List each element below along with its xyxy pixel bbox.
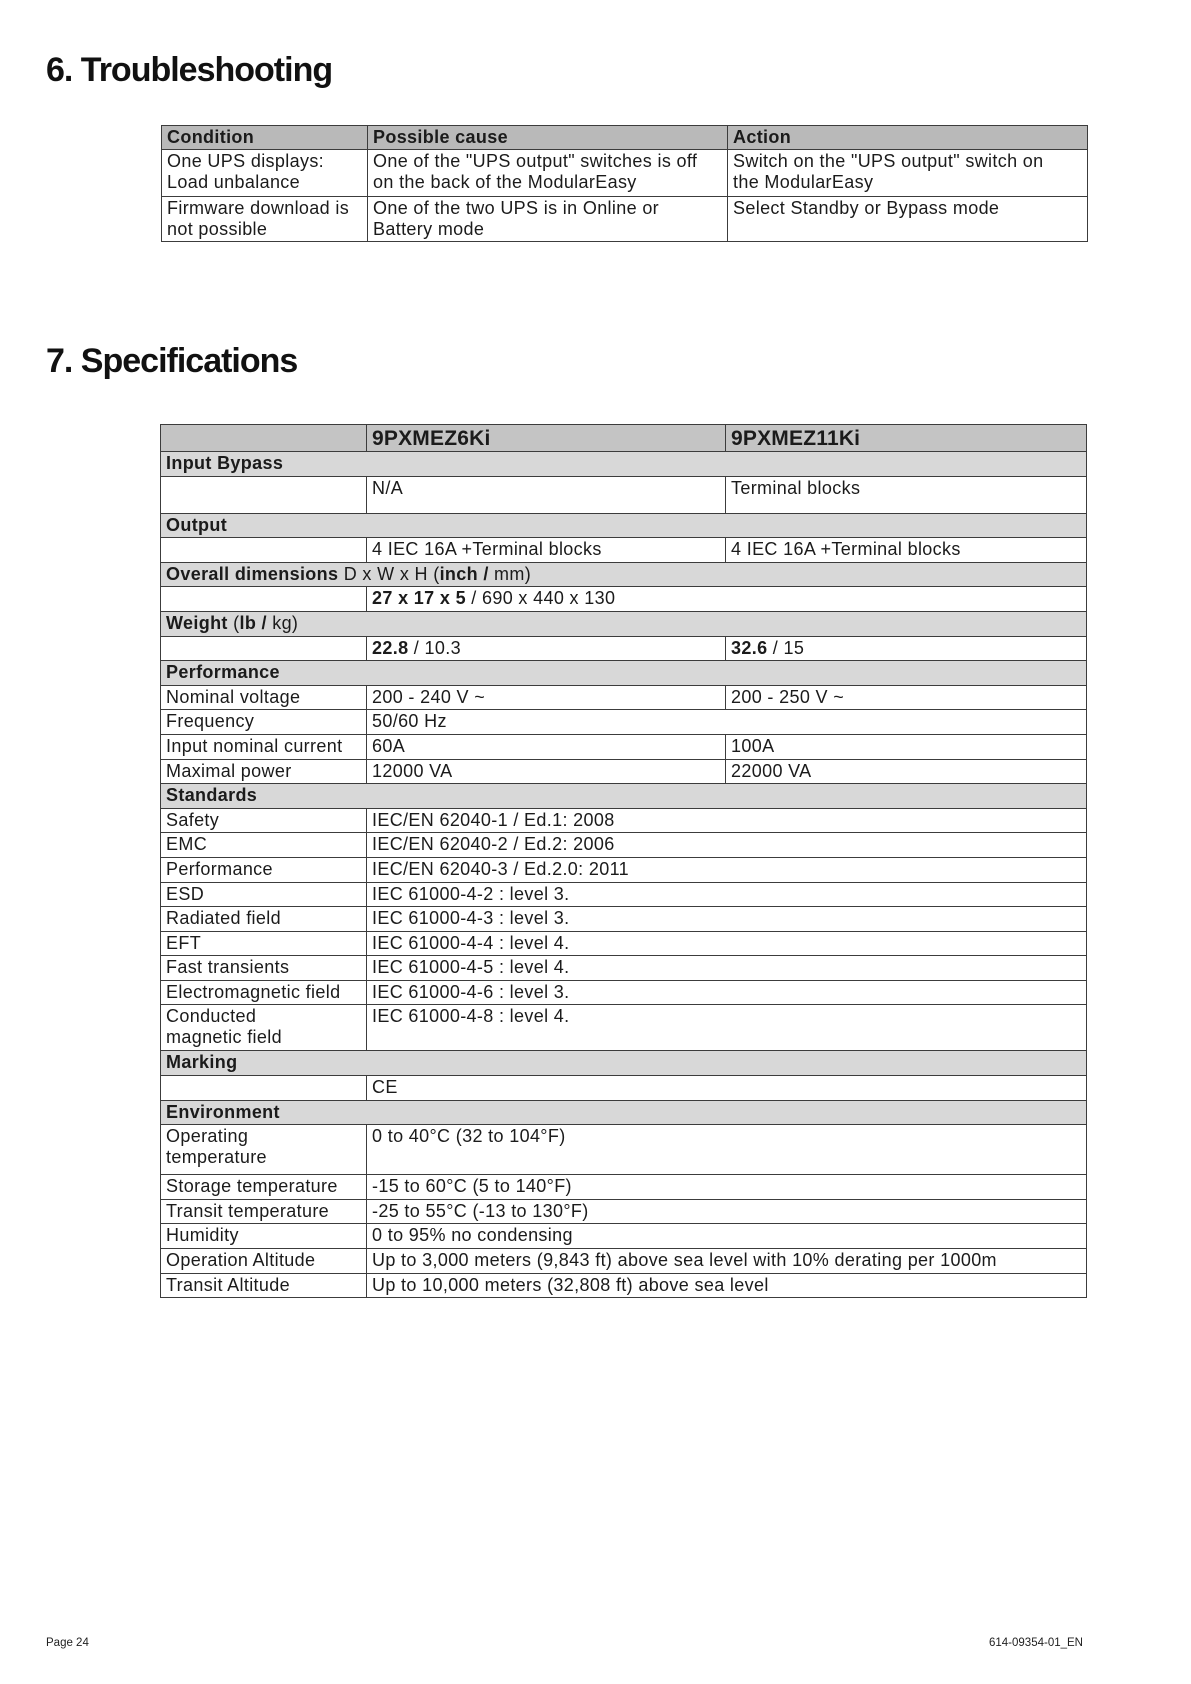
spec-value: IEC 61000-4-8 : level 4. (367, 1005, 1087, 1051)
spec-label: Radiated field (161, 907, 367, 932)
spec-value: 200 - 240 V ~ (367, 685, 726, 710)
spec-row (161, 833, 1087, 858)
troubleshooting-title: 6. Troubleshooting (46, 51, 333, 89)
spec-label: Performance (161, 857, 367, 882)
spec-value: IEC/EN 62040-2 / Ed.2: 2006 (367, 833, 1087, 858)
spec-label: Safety (161, 808, 367, 833)
spec-label: Maximal power (161, 759, 367, 784)
spec-section-row (161, 784, 1087, 809)
spec-label: Transit temperature (161, 1199, 367, 1224)
spec-value: Up to 10,000 meters (32,808 ft) above sea level (367, 1273, 1087, 1298)
spec-value: IEC 61000-4-2 : level 3. (367, 882, 1087, 907)
spec-section-row (161, 1100, 1087, 1125)
spec-value: 50/60 Hz (367, 710, 1087, 735)
page-number: Page 24 (46, 1637, 89, 1649)
spec-label-empty (161, 587, 367, 612)
specifications-table (160, 424, 1087, 1298)
spec-label-empty (161, 476, 367, 513)
spec-row (161, 1249, 1087, 1274)
spec-value: 4 IEC 16A +Terminal blocks (367, 538, 726, 563)
spec-section-row (161, 562, 1087, 587)
spec-value: 200 - 250 V ~ (726, 685, 1087, 710)
header-action: Action (728, 126, 1088, 150)
spec-section-row (161, 513, 1087, 538)
spec-row (161, 476, 1087, 513)
spec-row (161, 1199, 1087, 1224)
title-part-bold: Weight (166, 612, 228, 633)
spec-section-row (161, 452, 1087, 477)
spec-value: 22000 VA (726, 759, 1087, 784)
spec-value: IEC 61000-4-6 : level 3. (367, 980, 1087, 1005)
title-part: D x W x H ( (338, 563, 440, 584)
spec-value: IEC 61000-4-4 : level 4. (367, 931, 1087, 956)
spec-row (161, 685, 1087, 710)
spec-label: ESD (161, 882, 367, 907)
spec-row (161, 857, 1087, 882)
spec-value: Up to 3,000 meters (9,843 ft) above sea level with 10% derating per 1000m (367, 1249, 1087, 1274)
spec-value: CE (367, 1076, 1087, 1101)
spec-label: Nominal voltage (161, 685, 367, 710)
spec-section-title (161, 562, 1087, 587)
title-part: ( (227, 612, 240, 633)
spec-label: EMC (161, 833, 367, 858)
spec-value: 4 IEC 16A +Terminal blocks (726, 538, 1087, 563)
spec-row (161, 734, 1087, 759)
table-header-row (162, 126, 1088, 150)
value-part: / 10.3 (408, 637, 461, 658)
spec-row (161, 808, 1087, 833)
spec-label: EFT (161, 931, 367, 956)
spec-section-title: Output (161, 513, 1087, 538)
value-part: / 15 (767, 637, 805, 658)
spec-value (726, 636, 1087, 661)
spec-row (161, 956, 1087, 981)
title-part-bold: Overall dimensions (166, 563, 339, 584)
spec-value: IEC 61000-4-5 : level 4. (367, 956, 1087, 981)
spec-label-empty (161, 1076, 367, 1101)
spec-value: IEC 61000-4-3 : level 3. (367, 907, 1087, 932)
spec-label-empty (161, 636, 367, 661)
action-cell: Select Standby or Bypass mode (728, 197, 1088, 242)
header-possible-cause: Possible cause (368, 126, 728, 150)
spec-label: Humidity (161, 1224, 367, 1249)
spec-row (161, 710, 1087, 735)
document-number: 614-09354-01_EN (989, 1637, 1083, 1649)
spec-section-title: Input Bypass (161, 452, 1087, 477)
spec-label: Operating temperature (161, 1125, 367, 1175)
specifications-title: 7. Specifications (46, 342, 298, 380)
spec-row (161, 1076, 1087, 1101)
spec-row (161, 759, 1087, 784)
spec-value (367, 636, 726, 661)
spec-row (161, 636, 1087, 661)
spec-header-row (161, 425, 1087, 452)
condition-cell: Firmware download is not possible (162, 197, 368, 242)
value-part: / 690 x 440 x 130 (465, 588, 616, 609)
spec-row (161, 1125, 1087, 1175)
spec-section-title: Marking (161, 1051, 1087, 1076)
condition-cell: One UPS displays: Load unbalance (162, 150, 368, 197)
header-condition: Condition (162, 126, 368, 150)
spec-section-title (161, 611, 1087, 636)
spec-row (161, 1273, 1087, 1298)
spec-value: 0 to 95% no condensing (367, 1224, 1087, 1249)
spec-value: Terminal blocks (726, 476, 1087, 513)
model-header-6ki: 9PXMEZ6Ki (367, 425, 726, 452)
spec-row (161, 538, 1087, 563)
spec-row (161, 931, 1087, 956)
spec-value: IEC/EN 62040-3 / Ed.2.0: 2011 (367, 857, 1087, 882)
value-part-bold: 27 x 17 x 5 (372, 588, 466, 609)
spec-label: Frequency (161, 710, 367, 735)
spec-section-row (161, 611, 1087, 636)
spec-value: 100A (726, 734, 1087, 759)
spec-row (161, 587, 1087, 612)
title-part-bold: lb / (239, 612, 267, 633)
spec-row (161, 1005, 1087, 1051)
spec-label: Operation Altitude (161, 1249, 367, 1274)
spec-label: Transit Altitude (161, 1273, 367, 1298)
spec-label: Conducted magnetic field (161, 1005, 367, 1051)
table-row (162, 150, 1088, 197)
value-part-bold: 32.6 (731, 637, 768, 658)
spec-section-row (161, 661, 1087, 686)
spec-label: Input nominal current (161, 734, 367, 759)
possible-cause-cell: One of the "UPS output" switches is off on the back of the ModularEasy (368, 150, 728, 197)
action-cell: Switch on the "UPS output" switch on the ModularEasy (728, 150, 1088, 197)
troubleshooting-table (161, 125, 1088, 242)
spec-value: N/A (367, 476, 726, 513)
spec-section-title: Environment (161, 1100, 1087, 1125)
table-row (162, 197, 1088, 242)
spec-row (161, 907, 1087, 932)
possible-cause-cell: One of the two UPS is in Online or Battery mode (368, 197, 728, 242)
spec-label: Electromagnetic field (161, 980, 367, 1005)
spec-label: Storage temperature (161, 1175, 367, 1200)
title-part-bold: inch / (439, 563, 489, 584)
spec-label: Fast transients (161, 956, 367, 981)
title-part: kg) (266, 612, 299, 633)
title-part: mm) (488, 563, 532, 584)
spec-row (161, 882, 1087, 907)
spec-value: -25 to 55°C (-13 to 130°F) (367, 1199, 1087, 1224)
spec-section-title: Performance (161, 661, 1087, 686)
spec-value: -15 to 60°C (5 to 140°F) (367, 1175, 1087, 1200)
value-part-bold: 22.8 (372, 637, 409, 658)
spec-section-title: Standards (161, 784, 1087, 809)
spec-value (367, 587, 1087, 612)
spec-section-row (161, 1051, 1087, 1076)
spec-value: 0 to 40°C (32 to 104°F) (367, 1125, 1087, 1175)
spec-row (161, 1224, 1087, 1249)
spec-label-empty (161, 538, 367, 563)
spec-row (161, 1175, 1087, 1200)
spec-value: 12000 VA (367, 759, 726, 784)
spec-header-blank (161, 425, 367, 452)
spec-value: 60A (367, 734, 726, 759)
model-header-11ki: 9PXMEZ11Ki (726, 425, 1087, 452)
spec-value: IEC/EN 62040-1 / Ed.1: 2008 (367, 808, 1087, 833)
spec-row (161, 980, 1087, 1005)
